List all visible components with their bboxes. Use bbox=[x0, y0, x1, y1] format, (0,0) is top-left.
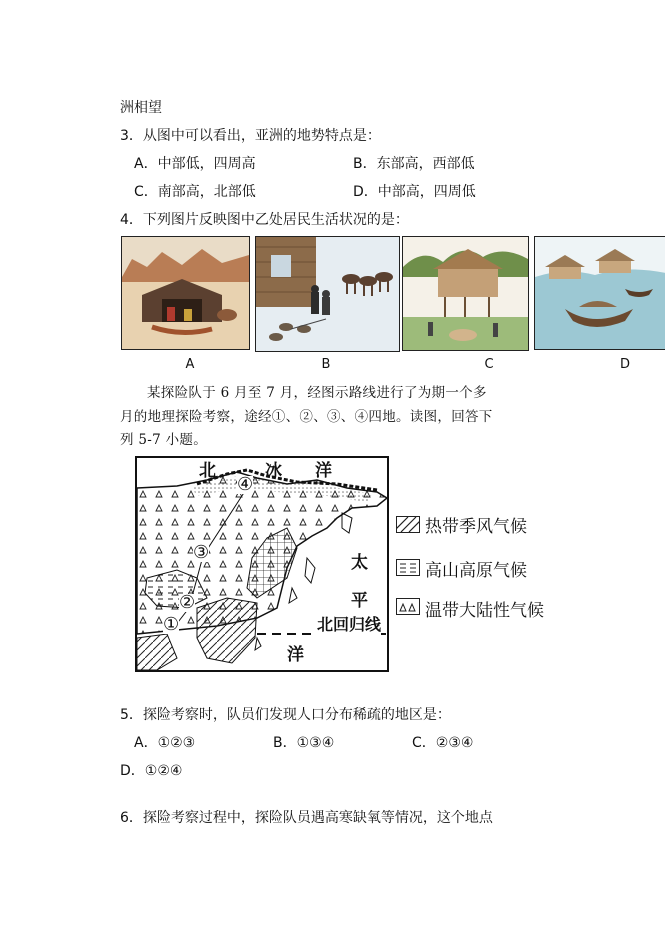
legend-text-tropical-monsoon: 热带季风气候 bbox=[425, 517, 527, 537]
map-label-north-1: 北 bbox=[199, 461, 216, 481]
legend-text-temperate-continental: 温带大陆性气候 bbox=[425, 601, 544, 621]
picture-c-stilt-house bbox=[402, 236, 529, 351]
q6-stem: 6．探险考察过程中，探险队员遇高寒缺氧等情况，这个地点 bbox=[120, 810, 493, 826]
map-label-north-2: 冰 bbox=[265, 461, 282, 481]
legend-symbol-tropical-monsoon bbox=[396, 516, 420, 533]
q5-option-b: B．①③④ bbox=[273, 735, 335, 751]
map-point-2: ② bbox=[179, 592, 196, 613]
caption-a: A bbox=[185, 357, 195, 372]
intro-line-3: 列 5-7 小题。 bbox=[120, 432, 208, 448]
map-point-1: ① bbox=[163, 614, 180, 635]
map-label-ocean: 洋 bbox=[287, 645, 304, 665]
q4-stem: 4．下列图片反映图中乙处居民生活状况的是： bbox=[120, 212, 409, 228]
climate-map bbox=[135, 456, 389, 672]
q3-option-c: C．南部高，北部低 bbox=[134, 184, 256, 200]
legend-symbol-highland bbox=[396, 559, 420, 576]
legend-text-highland: 高山高原气候 bbox=[425, 561, 527, 581]
q5-option-d: D．①②④ bbox=[120, 763, 183, 779]
q5-stem: 5．探险考察时，队员们发现人口分布稀疏的地区是： bbox=[120, 707, 451, 723]
q5-option-a: A．①②③ bbox=[134, 735, 196, 751]
caption-b: B bbox=[321, 357, 331, 372]
map-label-north-3: 洋 bbox=[315, 461, 332, 481]
q3-option-a: A．中部低，四周高 bbox=[134, 156, 256, 172]
map-label-pacific-2: 平 bbox=[351, 591, 368, 611]
intro-line-2: 月的地理探险考察，途经①、②、③、④四地。读图，回答下 bbox=[120, 409, 493, 425]
heading-continuation: 洲相望 bbox=[120, 100, 162, 116]
intro-line-1: 某探险队于 6 月至 7 月，经图示路线进行了为期一个多 bbox=[147, 385, 487, 401]
map-point-3: ③ bbox=[193, 542, 210, 563]
map-label-pacific-1: 太 bbox=[351, 553, 368, 573]
caption-c: C bbox=[484, 357, 494, 372]
picture-d-water-village bbox=[534, 236, 665, 350]
map-point-4: ④ bbox=[237, 474, 254, 495]
q3-option-d: D．中部高，四周低 bbox=[353, 184, 476, 200]
picture-a-desert-tent bbox=[121, 236, 250, 350]
q3-stem: 3．从图中可以看出，亚洲的地势特点是： bbox=[120, 128, 381, 144]
legend-symbol-temperate-continental bbox=[396, 598, 420, 615]
caption-d: D bbox=[619, 357, 630, 372]
map-label-tropic: 北回归线 bbox=[317, 612, 381, 635]
q5-option-c: C．②③④ bbox=[412, 735, 474, 751]
picture-b-reindeer-sled bbox=[255, 236, 400, 352]
q3-option-b: B．东部高，西部低 bbox=[353, 156, 475, 172]
